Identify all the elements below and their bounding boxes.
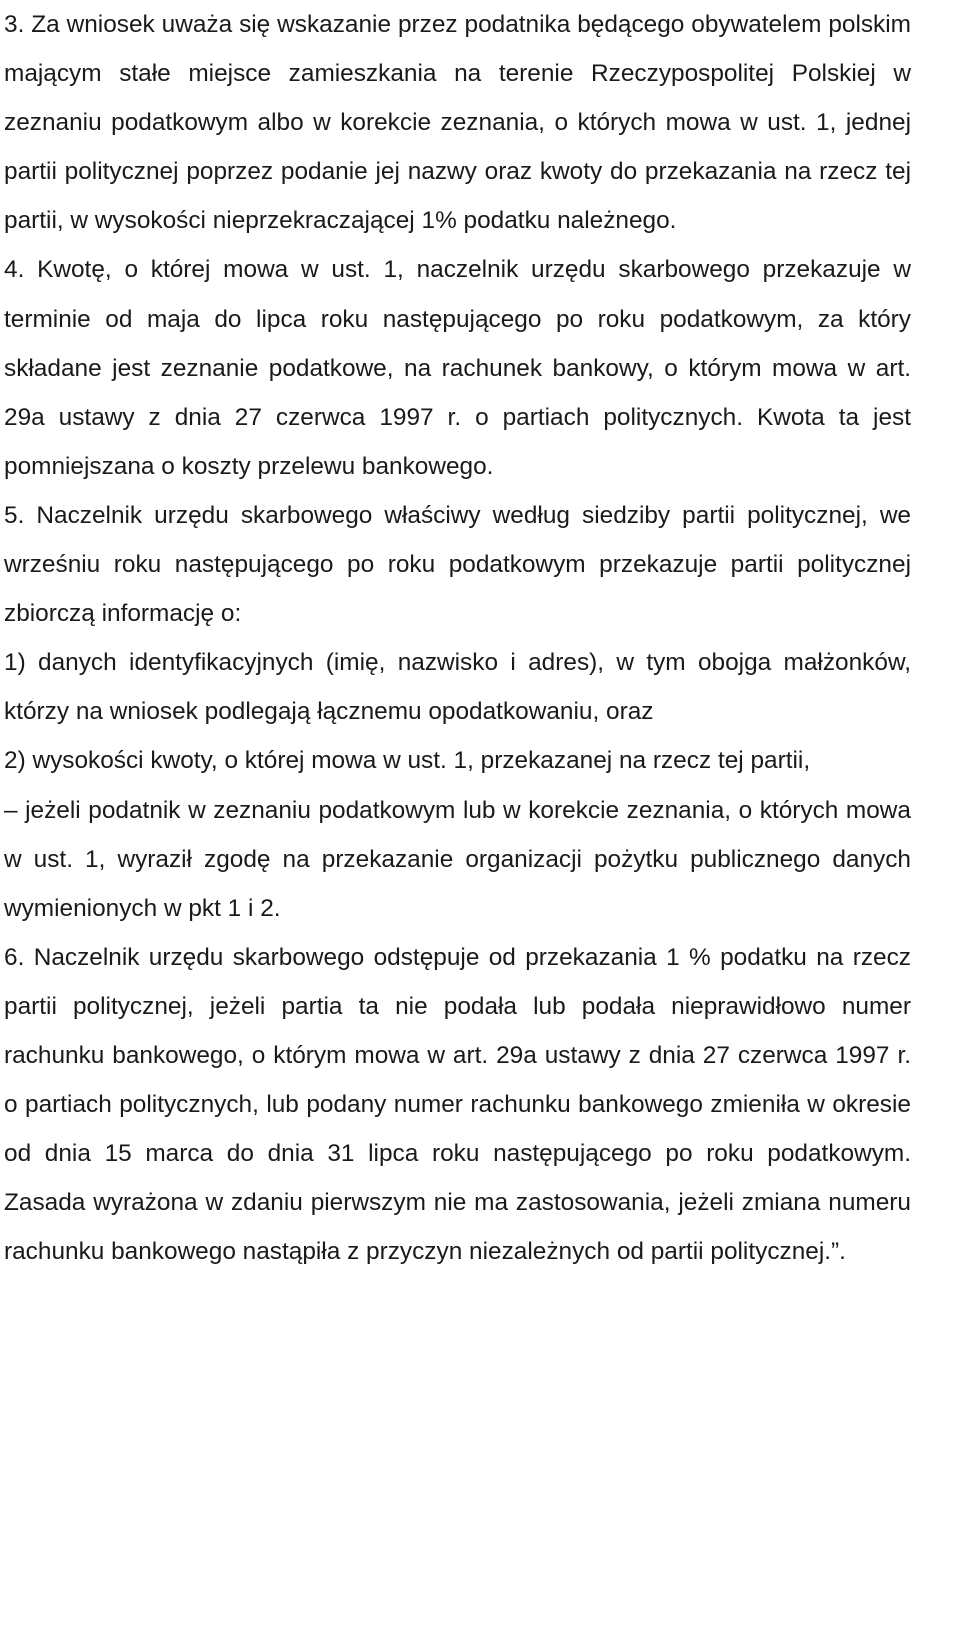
paragraph-point-1: 1) danych identyfikacyjnych (imię, nazwisko i adres), w tym obojga małżonków, którzy na wniosek podlegają łącznemu opodatkowaniu, oraz (4, 649, 911, 726)
paragraph-consent-clause: – jeżeli podatnik w zeznaniu podatkowym lub w korekcie zeznania, o których mowa w ust. 1, wyraził zgodę na przekazanie organizacji pożytku publicznego danych wymienionych w pkt 1 i 2. (4, 796, 911, 922)
paragraph-point-2: 2) wysokości kwoty, o której mowa w ust. 1, przekazanej na rzecz tej partii, (4, 747, 811, 775)
paragraph-ust-4: 4. Kwotę, o której mowa w ust. 1, naczelnik urzędu skarbowego przekazuje w terminie od maja do lipca roku następującego po roku podatkowym, za który składane jest zeznanie podatkowe, na rachunek bankowy, o którym mowa w art. 29a ustawy z dnia 27 czerwca 1997 r. o partiach politycznych. Kwota ta jest pomniejszana o koszty przelewu bankowego. (4, 256, 911, 480)
paragraph-ust-3: 3. Za wniosek uważa się wskazanie przez podatnika będącego obywatelem polskim mającym stałe miejsce zamieszkania na terenie Rzeczypospolitej Polskiej w zeznaniu podatkowym albo w korekcie zeznania, o których mowa w ust. 1, jednej partii politycznej poprzez podanie jej nazwy oraz kwoty do przekazania na rzecz tej partii, w wysokości nieprzekraczającej 1% podatku należnego. (4, 11, 911, 235)
document-body (4, 0, 911, 1276)
paragraph-ust-6: 6. Naczelnik urzędu skarbowego odstępuje od przekazania 1 % podatku na rzecz partii politycznej, jeżeli partia ta nie podała lub podała nieprawidłowo numer rachunku bankowego, o którym mowa w art. 29a ustawy z dnia 27 czerwca 1997 r. o partiach politycznych, lub podany numer rachunku bankowego zmieniła w okresie od dnia 15 marca do dnia 31 lipca roku następującego po roku podatkowym. Zasada wyrażona w zdaniu pierwszym nie ma zastosowania, jeżeli zmiana numeru rachunku bankowego nastąpiła z przyczyn niezależnych od partii politycznej.”. (4, 943, 911, 1266)
paragraph-ust-5: 5. Naczelnik urzędu skarbowego właściwy według siedziby partii politycznej, we wrześniu roku następującego po roku podatkowym przekazuje partii politycznej zbiorczą informację o: (4, 501, 911, 628)
